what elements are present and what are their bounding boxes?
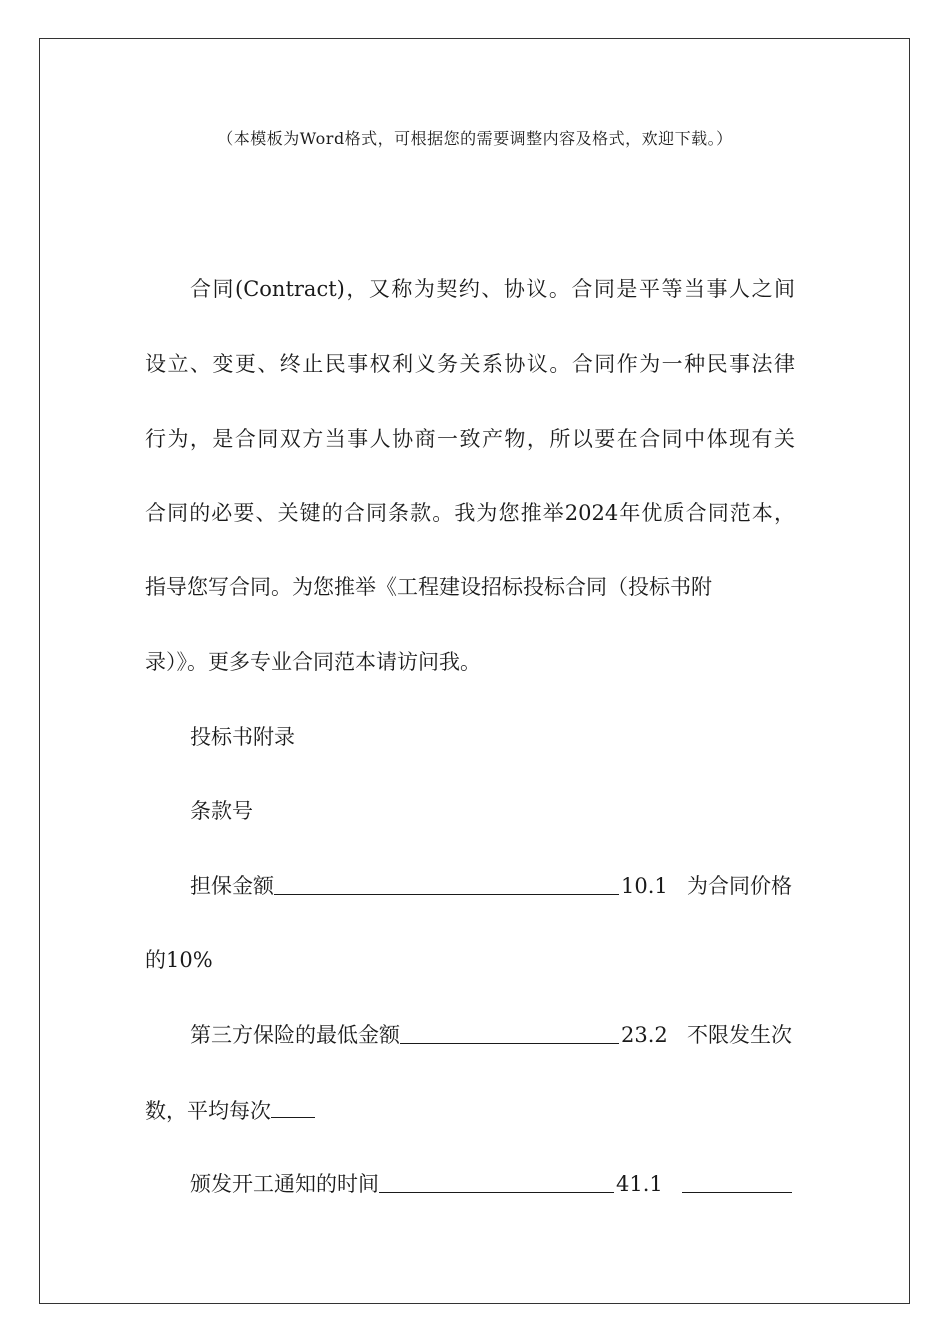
clause-heading: 条款号	[190, 799, 253, 823]
intro-line-4: 合同的必要、关键的合同条款。我为您推举2024年优质合同范本，	[145, 501, 795, 525]
row-third-party-insurance	[190, 1020, 792, 1050]
appendix-title: 投标书附录	[190, 725, 295, 749]
intro-line-5: 指导您写合同。为您推举《工程建设招标投标合同（投标书附	[145, 575, 712, 599]
intro-line-1: 合同(Contract)，又称为契约、协议。合同是平等当事人之间	[190, 277, 795, 301]
row-label: 颁发开工通知的时间	[190, 1172, 379, 1196]
clause-number: 23.2	[621, 1023, 668, 1047]
row-guarantee-amount	[190, 871, 792, 901]
row-commencement-notice	[190, 1169, 792, 1199]
blank-underline[interactable]	[400, 1042, 619, 1044]
template-note: （本模板为Word格式，可根据您的需要调整内容及格式，欢迎下载。）	[217, 129, 733, 148]
blank-underline[interactable]	[379, 1191, 614, 1193]
row-continuation	[145, 1095, 795, 1126]
row-label: 担保金额	[190, 874, 274, 898]
row-value: 为合同价格	[687, 874, 792, 898]
blank-underline[interactable]	[271, 1095, 315, 1118]
intro-line-2: 设立、变更、终止民事权利义务关系协议。合同作为一种民事法律	[145, 352, 795, 376]
blank-underline[interactable]	[274, 893, 619, 895]
row-value: 不限发生次	[687, 1023, 792, 1047]
continuation-text: 数，平均每次	[145, 1099, 271, 1123]
row-continuation: 的10%	[145, 948, 213, 972]
blank-underline[interactable]	[682, 1191, 792, 1193]
intro-line-3: 行为，是合同双方当事人协商一致产物，所以要在合同中体现有关	[145, 427, 795, 451]
row-label: 第三方保险的最低金额	[190, 1023, 400, 1047]
clause-number: 41.1	[616, 1172, 663, 1196]
clause-number: 10.1	[621, 874, 668, 898]
intro-line-6: 录）》。更多专业合同范本请访问我。	[145, 650, 481, 674]
